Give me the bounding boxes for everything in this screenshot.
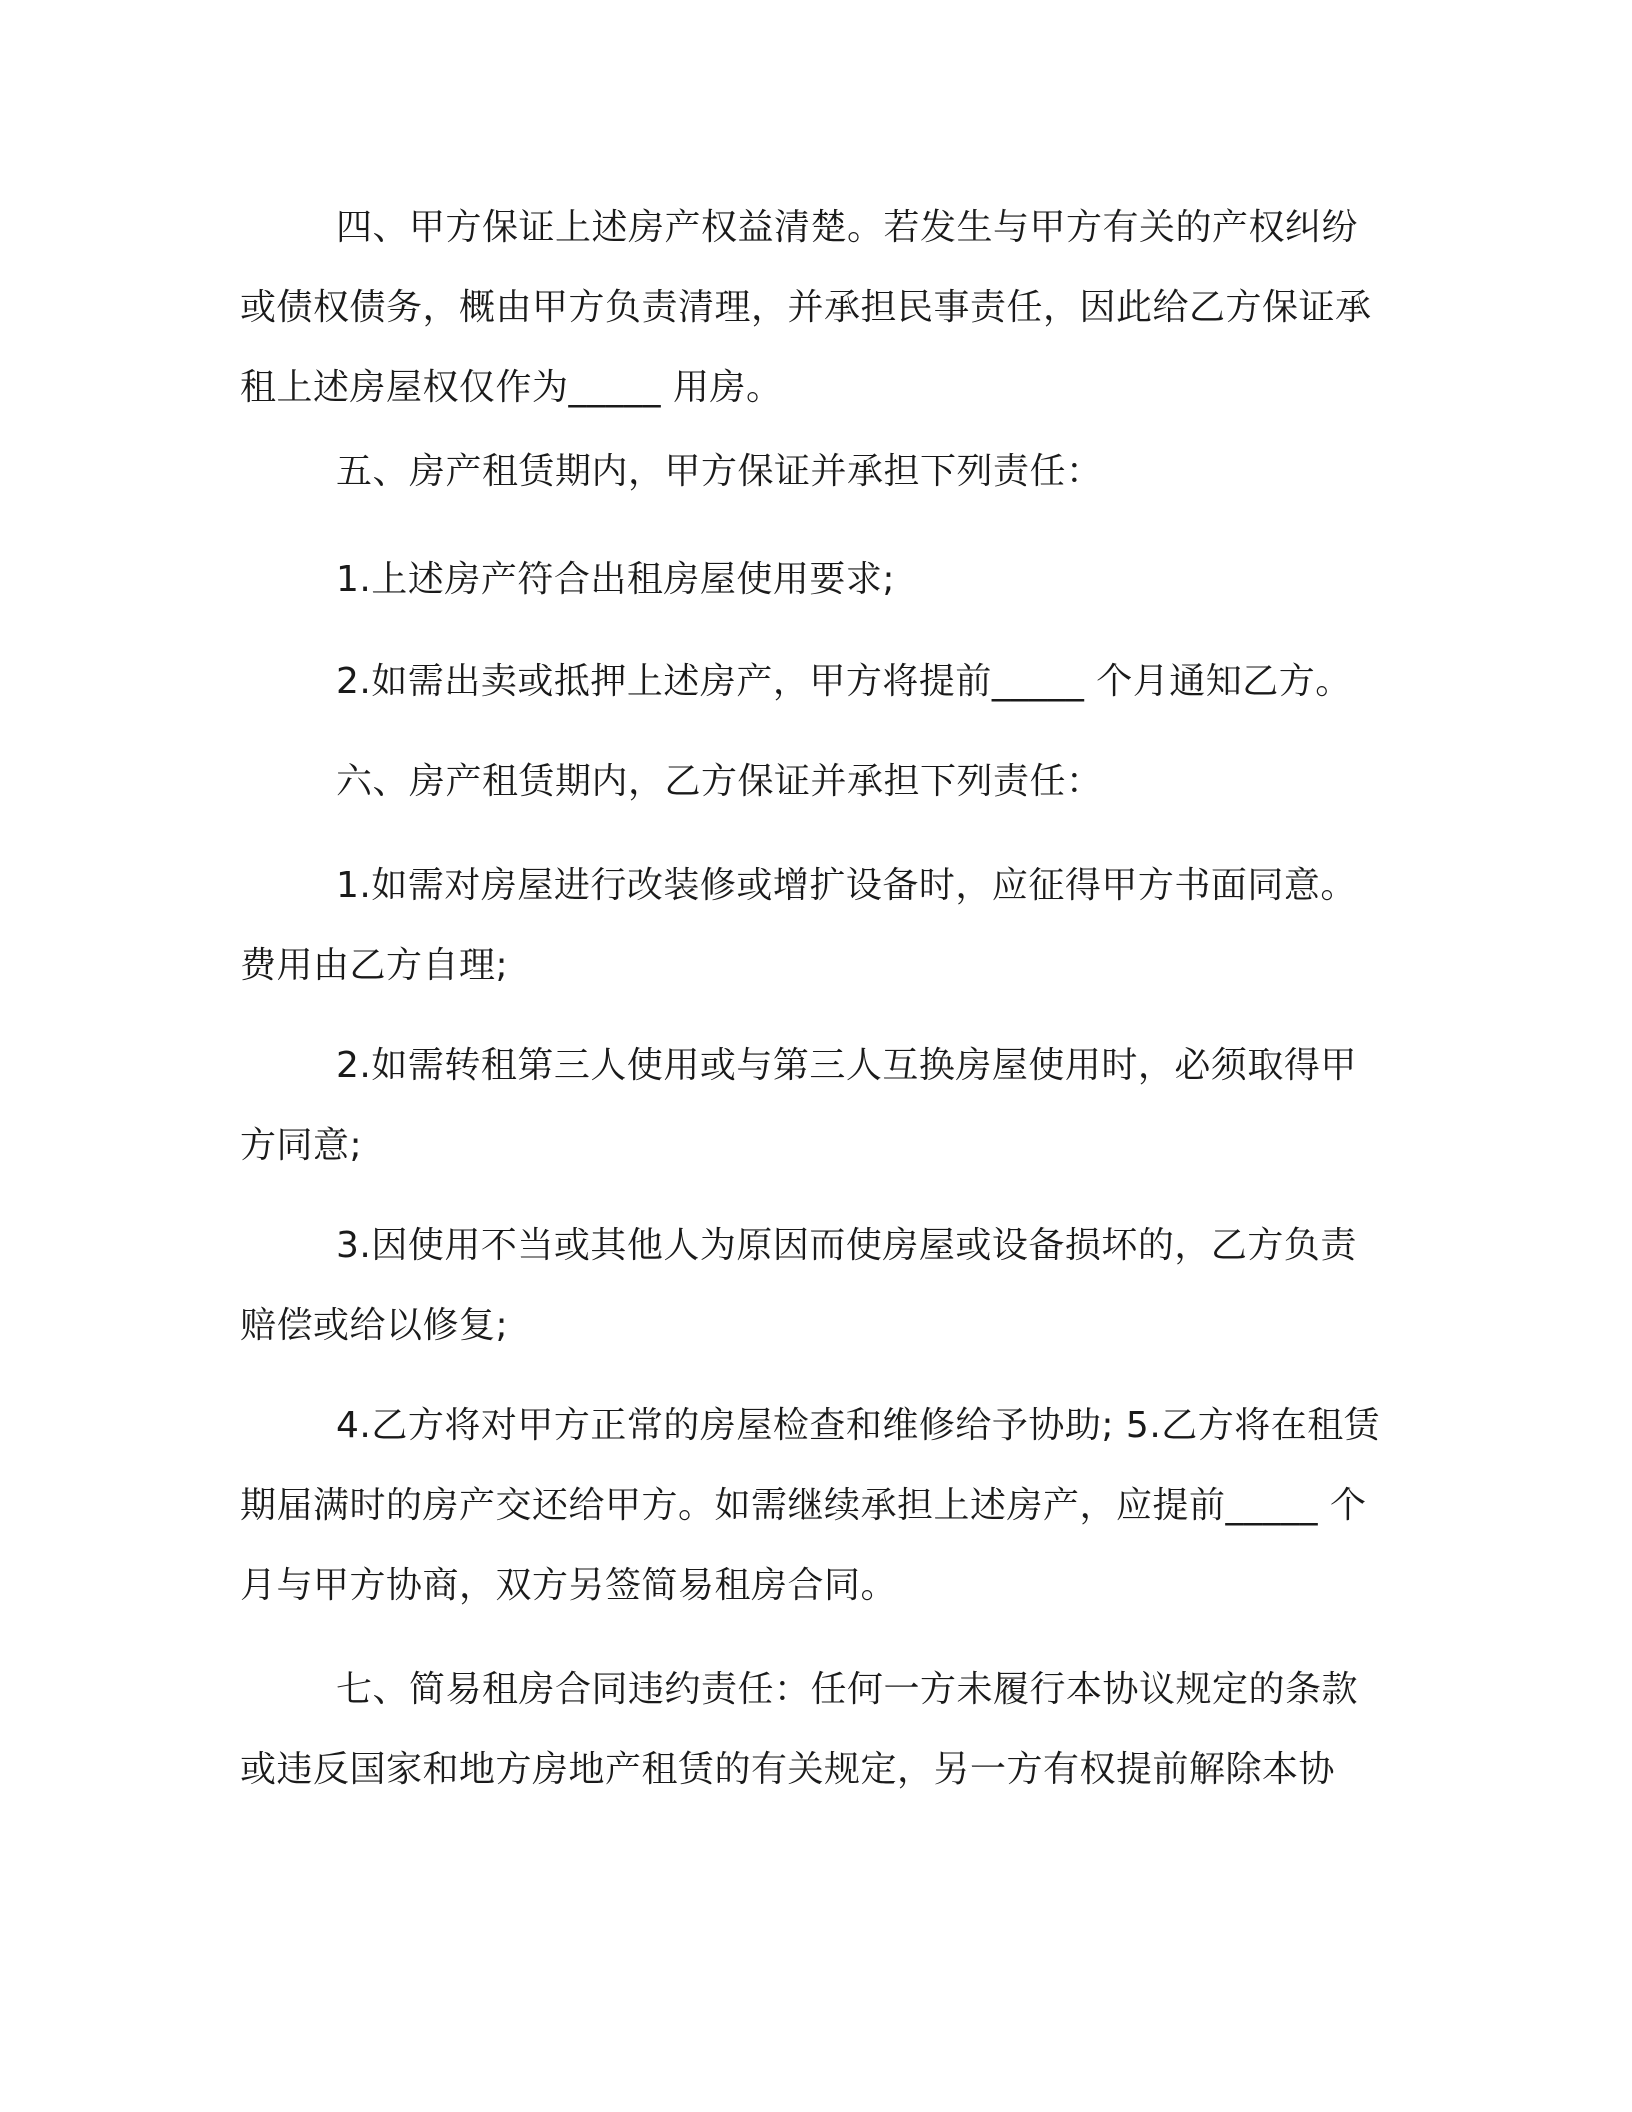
clause-six-item-1: 1.如需对房屋进行改装修或增扩设备时，应征得甲方书面同意。费用由乙方自理;	[240, 865, 1357, 986]
clause-six-heading: 六、房产租赁期内，乙方保证并承担下列责任：	[336, 761, 1103, 802]
clause-seven: 七、简易租房合同违约责任：任何一方未履行本协议规定的条款或违反国家和地方房地产租赁的有关规定，另一方有权提前解除本协	[240, 1669, 1359, 1790]
clause-five-heading: 五、房产租赁期内，甲方保证并承担下列责任：	[336, 451, 1103, 492]
clause-six-item-4-5: 4.乙方将对甲方正常的房屋检查和维修给予协助; 5.乙方将在租赁期届满时的房产交还给甲方。如需继续承担上述房产，应提前_____ 个月与甲方协商，双方另签简易租房合同。	[240, 1405, 1381, 1606]
clause-four: 四、甲方保证上述房产权益清楚。若发生与甲方有关的产权纠纷或债权债务，概由甲方负责清理，并承担民事责任，因此给乙方保证承租上述房屋权仅作为_____ 用房。	[240, 207, 1372, 408]
clause-five-item-2: 2.如需出卖或抵押上述房产，甲方将提前_____ 个月通知乙方。	[336, 661, 1352, 702]
clause-six-item-3: 3.因使用不当或其他人为原因而使房屋或设备损坏的，乙方负责赔偿或给以修复;	[240, 1225, 1357, 1346]
clause-five-item-1: 1.上述房产符合出租房屋使用要求;	[336, 559, 895, 600]
clause-six-item-2: 2.如需转租第三人使用或与第三人互换房屋使用时，必须取得甲方同意;	[240, 1045, 1357, 1166]
